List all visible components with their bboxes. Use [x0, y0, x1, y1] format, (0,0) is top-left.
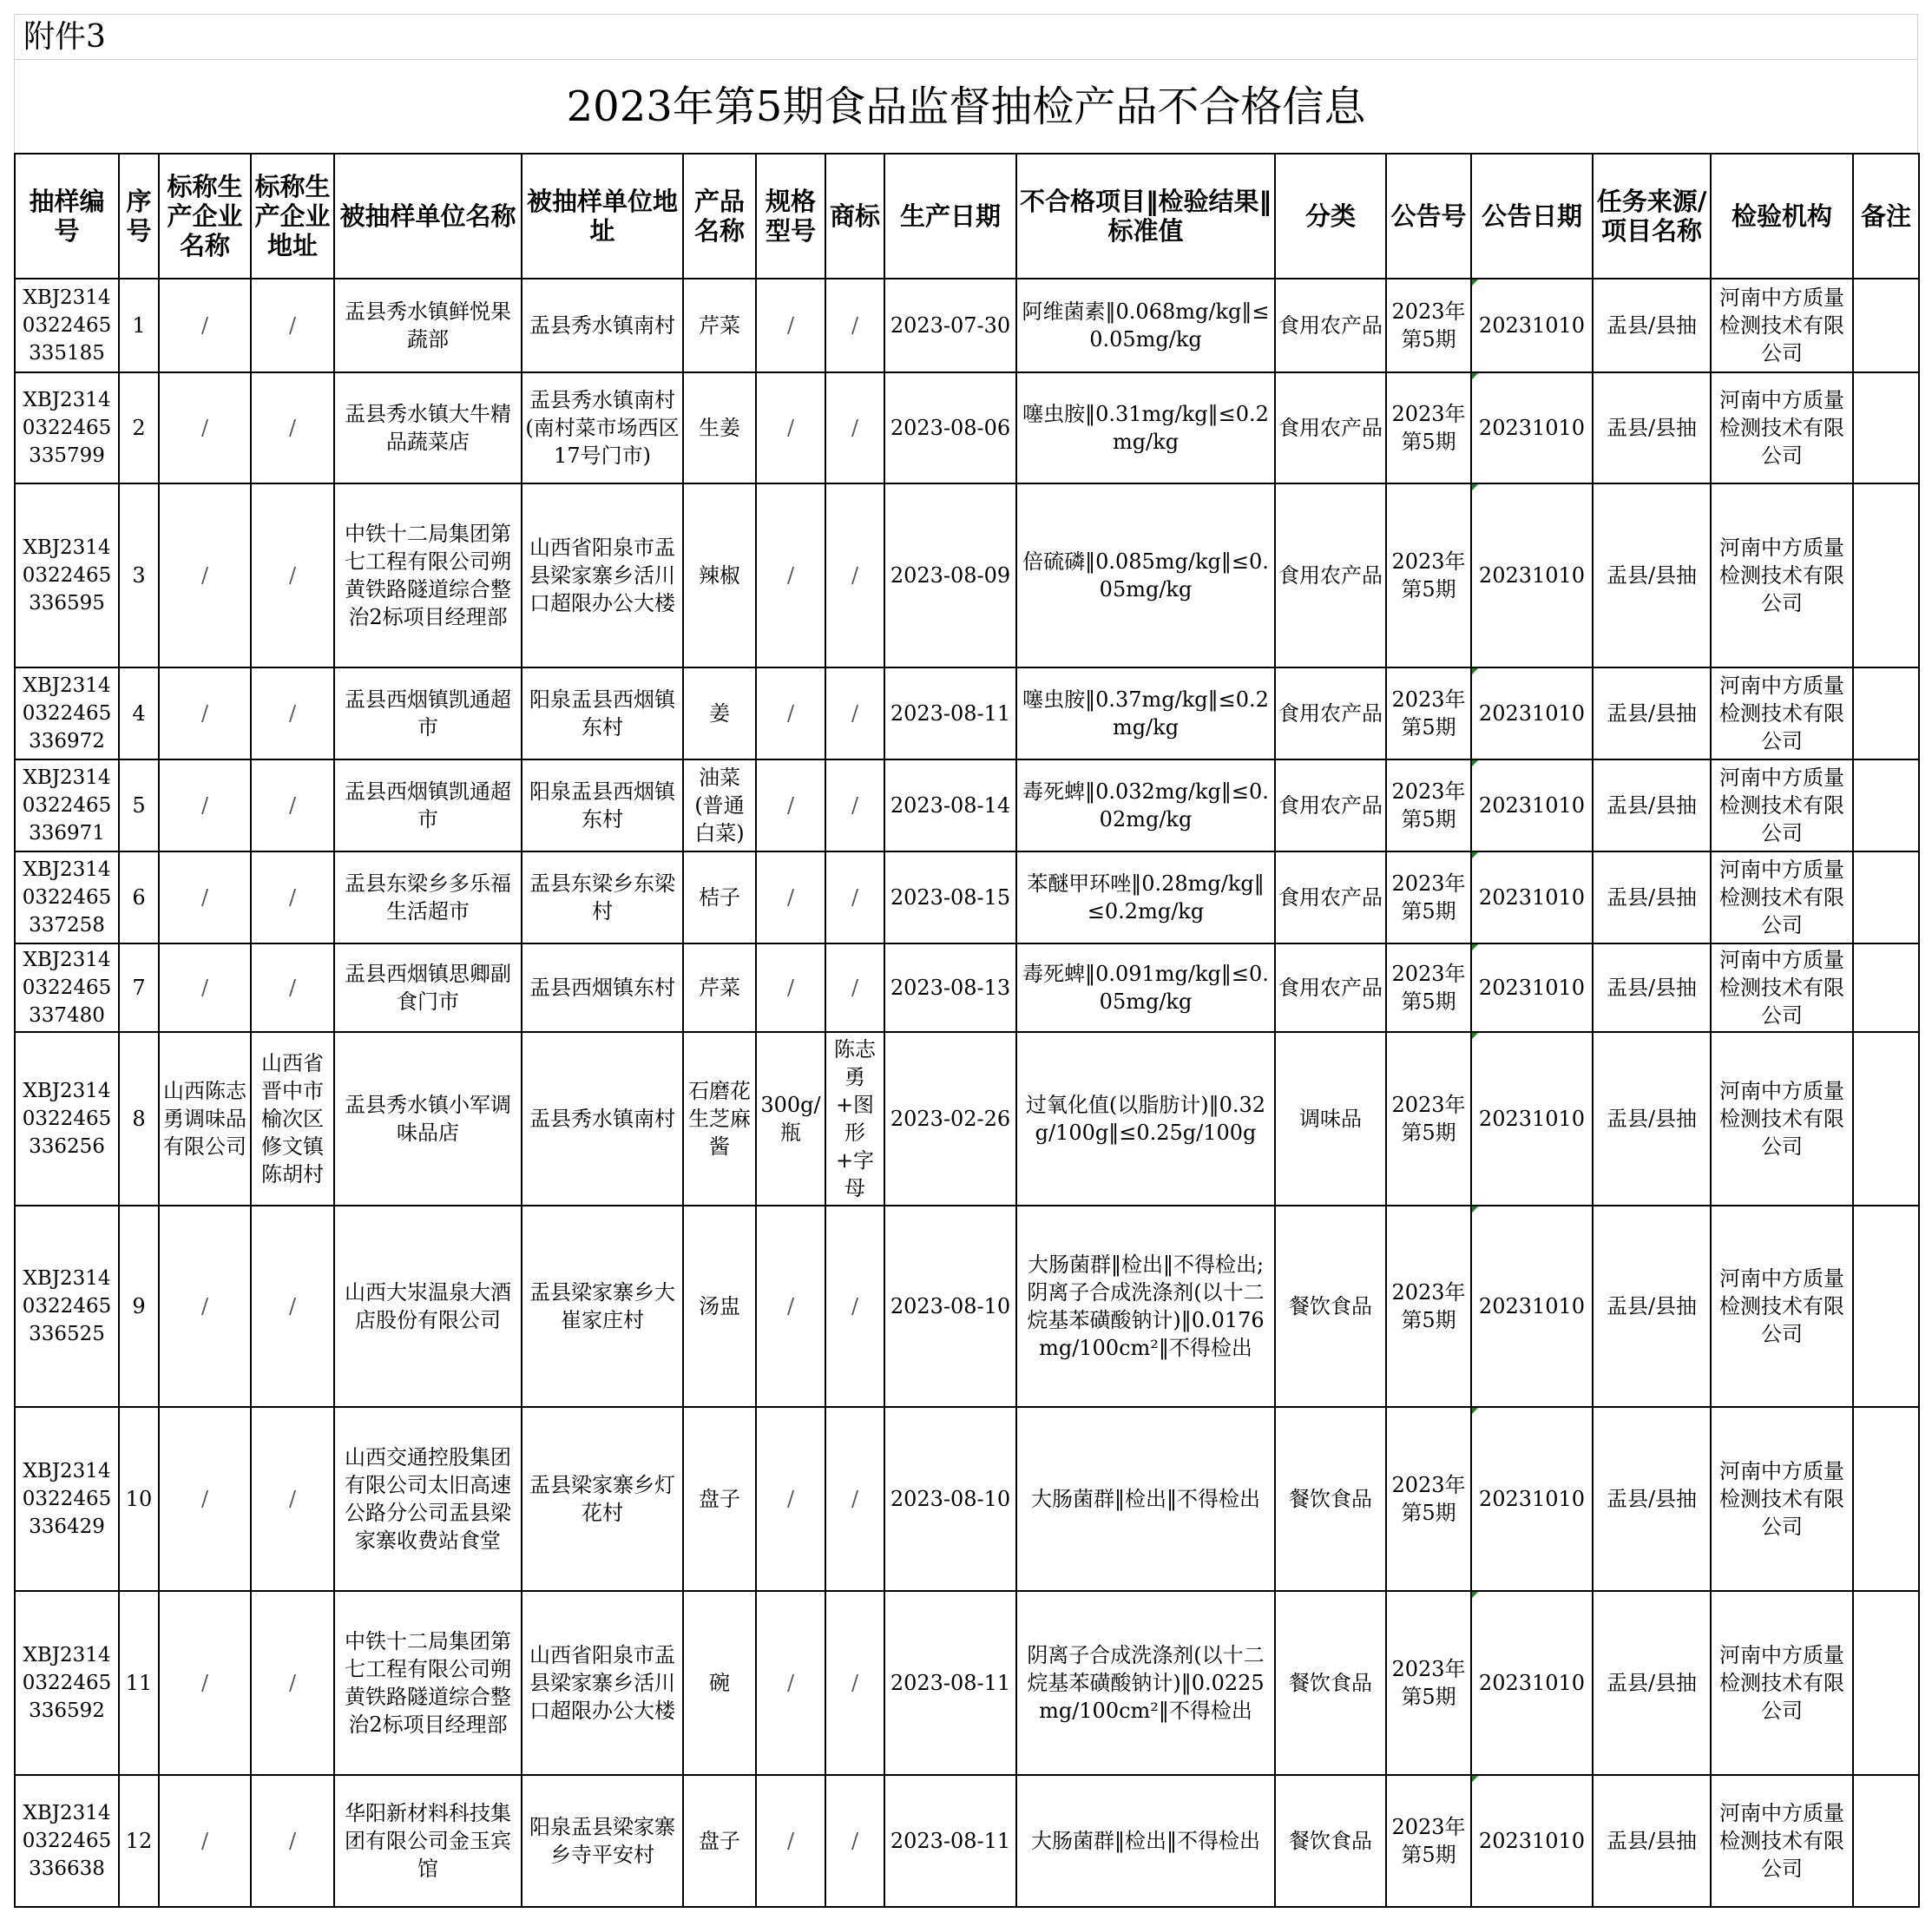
manufacturer-cell: / [159, 1591, 251, 1775]
remark-cell [1853, 483, 1919, 667]
product-name-cell: 盘子 [683, 1407, 756, 1591]
manufacturer-address-cell: / [251, 372, 334, 483]
col-sampled-unit-header: 被抽样单位名称 [334, 154, 522, 279]
lab-cell: 河南中方质量检测技术有限公司 [1711, 667, 1853, 759]
spec-cell: / [756, 1407, 825, 1591]
production-date-cell: 2023-08-06 [884, 372, 1016, 483]
manufacturer-address-cell: / [251, 1775, 334, 1907]
manufacturer-address-cell: / [251, 483, 334, 667]
lab-cell: 河南中方质量检测技术有限公司 [1711, 1206, 1853, 1407]
table-row [15, 1407, 1919, 1591]
task-source-cell: 盂县/县抽 [1593, 372, 1711, 483]
production-date-cell: 2023-08-11 [884, 1775, 1016, 1907]
failed-item-cell: 阿维菌素‖0.068mg/kg‖≤0.05mg/kg [1016, 279, 1275, 372]
sampled-unit-cell: 盂县东梁乡多乐福生活超市 [334, 851, 522, 943]
task-source-cell: 盂县/县抽 [1593, 1591, 1711, 1775]
lab-cell: 河南中方质量检测技术有限公司 [1711, 483, 1853, 667]
notice-date-cell: 20231010 [1471, 1032, 1593, 1206]
lab-cell: 河南中方质量检测技术有限公司 [1711, 943, 1853, 1032]
table-row [15, 483, 1919, 667]
spec-cell: / [756, 279, 825, 372]
product-name-cell: 石磨花生芝麻酱 [683, 1032, 756, 1206]
task-source-cell: 盂县/县抽 [1593, 759, 1711, 851]
table-row [15, 1032, 1919, 1206]
sample-code-cell: XBJ23140322465336256 [15, 1032, 119, 1206]
notice-date-cell: 20231010 [1471, 483, 1593, 667]
notice-no-cell: 2023年第5期 [1386, 1032, 1471, 1206]
brand-cell: / [825, 372, 884, 483]
sample-code-cell: XBJ23140322465336592 [15, 1591, 119, 1775]
remark-cell [1853, 1206, 1919, 1407]
brand-cell: / [825, 1206, 884, 1407]
notice-date-cell: 20231010 [1471, 851, 1593, 943]
category-cell: 餐饮食品 [1275, 1775, 1386, 1907]
col-notice-date-header: 公告日期 [1471, 154, 1593, 279]
notice-no-cell: 2023年第5期 [1386, 1775, 1471, 1907]
seq-no-cell: 4 [119, 667, 159, 759]
brand-cell: 陈志勇+图形+字母 [825, 1032, 884, 1206]
col-production-date-header: 生产日期 [884, 154, 1016, 279]
sampled-unit-address-cell: 盂县梁家寨乡灯花村 [522, 1407, 683, 1591]
sample-code-cell: XBJ23140322465337258 [15, 851, 119, 943]
col-task-source-header: 任务来源/项目名称 [1593, 154, 1711, 279]
production-date-cell: 2023-08-11 [884, 667, 1016, 759]
sample-code-cell: XBJ23140322465336971 [15, 759, 119, 851]
table-row [15, 1206, 1919, 1407]
production-date-cell: 2023-08-10 [884, 1206, 1016, 1407]
seq-no-cell: 10 [119, 1407, 159, 1591]
notice-date-cell: 20231010 [1471, 372, 1593, 483]
col-sampled-unit-address-header: 被抽样单位地址 [522, 154, 683, 279]
col-notice-no-header: 公告号 [1386, 154, 1471, 279]
spec-cell: / [756, 1591, 825, 1775]
product-name-cell: 油菜(普通白菜) [683, 759, 756, 851]
manufacturer-cell: / [159, 851, 251, 943]
sampled-unit-cell: 盂县秀水镇鲜悦果蔬部 [334, 279, 522, 372]
remark-cell [1853, 372, 1919, 483]
production-date-cell: 2023-07-30 [884, 279, 1016, 372]
failed-item-cell: 倍硫磷‖0.085mg/kg‖≤0.05mg/kg [1016, 483, 1275, 667]
failed-item-cell: 噻虫胺‖0.31mg/kg‖≤0.2mg/kg [1016, 372, 1275, 483]
production-date-cell: 2023-08-15 [884, 851, 1016, 943]
production-date-cell: 2023-02-26 [884, 1032, 1016, 1206]
notice-date-cell: 20231010 [1471, 943, 1593, 1032]
manufacturer-cell: / [159, 667, 251, 759]
col-sample-code-header: 抽样编号 [15, 154, 119, 279]
attachment-label: 附件3 [14, 14, 1918, 59]
sample-code-cell: XBJ23140322465336595 [15, 483, 119, 667]
sampled-unit-cell: 盂县秀水镇小军调味品店 [334, 1032, 522, 1206]
manufacturer-address-cell: / [251, 1591, 334, 1775]
table-row [15, 667, 1919, 759]
notice-date-cell: 20231010 [1471, 1775, 1593, 1907]
notice-date-cell: 20231010 [1471, 667, 1593, 759]
manufacturer-address-cell: / [251, 943, 334, 1032]
category-cell: 食用农产品 [1275, 483, 1386, 667]
lab-cell: 河南中方质量检测技术有限公司 [1711, 279, 1853, 372]
product-name-cell: 桔子 [683, 851, 756, 943]
sample-code-cell: XBJ23140322465336525 [15, 1206, 119, 1407]
brand-cell: / [825, 1775, 884, 1907]
manufacturer-cell: / [159, 279, 251, 372]
sampled-unit-address-cell: 阳泉盂县梁家寨乡寺平安村 [522, 1775, 683, 1907]
seq-no-cell: 9 [119, 1206, 159, 1407]
manufacturer-cell: / [159, 759, 251, 851]
category-cell: 食用农产品 [1275, 759, 1386, 851]
category-cell: 食用农产品 [1275, 372, 1386, 483]
brand-cell: / [825, 667, 884, 759]
sample-code-cell: XBJ23140322465336972 [15, 667, 119, 759]
category-cell: 调味品 [1275, 1032, 1386, 1206]
seq-no-cell: 5 [119, 759, 159, 851]
remark-cell [1853, 943, 1919, 1032]
seq-no-cell: 11 [119, 1591, 159, 1775]
spec-cell: / [756, 943, 825, 1032]
table-row [15, 279, 1919, 372]
notice-date-cell: 20231010 [1471, 279, 1593, 372]
table-row [15, 943, 1919, 1032]
notice-no-cell: 2023年第5期 [1386, 372, 1471, 483]
category-cell: 食用农产品 [1275, 943, 1386, 1032]
manufacturer-address-cell: / [251, 1206, 334, 1407]
remark-cell [1853, 1407, 1919, 1591]
production-date-cell: 2023-08-10 [884, 1407, 1016, 1591]
sampled-unit-address-cell: 阳泉盂县西烟镇东村 [522, 667, 683, 759]
failed-item-cell: 大肠菌群‖检出‖不得检出 [1016, 1407, 1275, 1591]
brand-cell: / [825, 943, 884, 1032]
remark-cell [1853, 667, 1919, 759]
col-product-header: 产品名称 [683, 154, 756, 279]
notice-date-cell: 20231010 [1471, 1407, 1593, 1591]
task-source-cell: 盂县/县抽 [1593, 1032, 1711, 1206]
table-row [15, 372, 1919, 483]
sampled-unit-cell: 盂县西烟镇凯通超市 [334, 667, 522, 759]
sampled-unit-address-cell: 盂县西烟镇东村 [522, 943, 683, 1032]
task-source-cell: 盂县/县抽 [1593, 1407, 1711, 1591]
inspection-table [14, 153, 1920, 1908]
lab-cell: 河南中方质量检测技术有限公司 [1711, 1407, 1853, 1591]
sampled-unit-address-cell: 盂县秀水镇南村 [522, 1032, 683, 1206]
sample-code-cell: XBJ23140322465335185 [15, 279, 119, 372]
manufacturer-cell: / [159, 483, 251, 667]
seq-no-cell: 6 [119, 851, 159, 943]
notice-no-cell: 2023年第5期 [1386, 1407, 1471, 1591]
spec-cell: 300g/瓶 [756, 1032, 825, 1206]
task-source-cell: 盂县/县抽 [1593, 851, 1711, 943]
seq-no-cell: 3 [119, 483, 159, 667]
table-body [15, 279, 1919, 1907]
failed-item-cell: 噻虫胺‖0.37mg/kg‖≤0.2mg/kg [1016, 667, 1275, 759]
production-date-cell: 2023-08-14 [884, 759, 1016, 851]
product-name-cell: 姜 [683, 667, 756, 759]
col-spec-header: 规格型号 [756, 154, 825, 279]
seq-no-cell: 12 [119, 1775, 159, 1907]
sampled-unit-address-cell: 阳泉盂县西烟镇东村 [522, 759, 683, 851]
seq-no-cell: 8 [119, 1032, 159, 1206]
lab-cell: 河南中方质量检测技术有限公司 [1711, 1032, 1853, 1206]
sampled-unit-cell: 盂县秀水镇大牛精品蔬菜店 [334, 372, 522, 483]
failed-item-cell: 大肠菌群‖检出‖不得检出 [1016, 1775, 1275, 1907]
sampled-unit-cell: 盂县西烟镇思卿副食门市 [334, 943, 522, 1032]
manufacturer-cell: / [159, 1775, 251, 1907]
task-source-cell: 盂县/县抽 [1593, 1206, 1711, 1407]
manufacturer-cell: / [159, 1407, 251, 1591]
notice-no-cell: 2023年第5期 [1386, 851, 1471, 943]
remark-cell [1853, 1591, 1919, 1775]
seq-no-cell: 2 [119, 372, 159, 483]
failed-item-cell: 大肠菌群‖检出‖不得检出; 阴离子合成洗涤剂(以十二烷基苯磺酸钠计)‖0.0176mg/100cm²‖不得检出 [1016, 1206, 1275, 1407]
spec-cell: / [756, 851, 825, 943]
sampled-unit-address-cell: 山西省阳泉市盂县梁家寨乡活川口超限办公大楼 [522, 483, 683, 667]
category-cell: 餐饮食品 [1275, 1591, 1386, 1775]
table-row [15, 851, 1919, 943]
product-name-cell: 芹菜 [683, 279, 756, 372]
col-lab-header: 检验机构 [1711, 154, 1853, 279]
lab-cell: 河南中方质量检测技术有限公司 [1711, 372, 1853, 483]
remark-cell [1853, 279, 1919, 372]
sampled-unit-cell: 盂县西烟镇凯通超市 [334, 759, 522, 851]
table-row [15, 1775, 1919, 1907]
manufacturer-cell: / [159, 943, 251, 1032]
notice-no-cell: 2023年第5期 [1386, 279, 1471, 372]
notice-no-cell: 2023年第5期 [1386, 483, 1471, 667]
sample-code-cell: XBJ23140322465336429 [15, 1407, 119, 1591]
category-cell: 餐饮食品 [1275, 1407, 1386, 1591]
category-cell: 食用农产品 [1275, 851, 1386, 943]
brand-cell: / [825, 279, 884, 372]
product-name-cell: 汤盅 [683, 1206, 756, 1407]
notice-date-cell: 20231010 [1471, 1206, 1593, 1407]
col-failed-item-header: 不合格项目‖检验结果‖标准值 [1016, 154, 1275, 279]
notice-no-cell: 2023年第5期 [1386, 1206, 1471, 1407]
remark-cell [1853, 1032, 1919, 1206]
col-manufacturer-header: 标称生产企业名称 [159, 154, 251, 279]
notice-date-cell: 20231010 [1471, 1591, 1593, 1775]
lab-cell: 河南中方质量检测技术有限公司 [1711, 1591, 1853, 1775]
failed-item-cell: 毒死蜱‖0.032mg/kg‖≤0.02mg/kg [1016, 759, 1275, 851]
notice-no-cell: 2023年第5期 [1386, 943, 1471, 1032]
notice-no-cell: 2023年第5期 [1386, 759, 1471, 851]
sampled-unit-cell: 华阳新材料科技集团有限公司金玉宾馆 [334, 1775, 522, 1907]
brand-cell: / [825, 851, 884, 943]
spec-cell: / [756, 372, 825, 483]
manufacturer-address-cell: / [251, 279, 334, 372]
lab-cell: 河南中方质量检测技术有限公司 [1711, 851, 1853, 943]
manufacturer-address-cell: / [251, 759, 334, 851]
col-brand-header: 商标 [825, 154, 884, 279]
category-cell: 餐饮食品 [1275, 1206, 1386, 1407]
sampled-unit-cell: 山西大汖温泉大酒店股份有限公司 [334, 1206, 522, 1407]
lab-cell: 河南中方质量检测技术有限公司 [1711, 759, 1853, 851]
production-date-cell: 2023-08-13 [884, 943, 1016, 1032]
failed-item-cell: 苯醚甲环唑‖0.28mg/kg‖≤0.2mg/kg [1016, 851, 1275, 943]
task-source-cell: 盂县/县抽 [1593, 1775, 1711, 1907]
table-row [15, 759, 1919, 851]
production-date-cell: 2023-08-09 [884, 483, 1016, 667]
task-source-cell: 盂县/县抽 [1593, 667, 1711, 759]
sampled-unit-cell: 中铁十二局集团第七工程有限公司朔黄铁路隧道综合整治2标项目经理部 [334, 483, 522, 667]
sample-code-cell: XBJ23140322465335799 [15, 372, 119, 483]
table-row [15, 1591, 1919, 1775]
failed-item-cell: 阴离子合成洗涤剂(以十二烷基苯磺酸钠计)‖0.0225mg/100cm²‖不得检出 [1016, 1591, 1275, 1775]
spec-cell: / [756, 1206, 825, 1407]
col-manufacturer-address-header: 标称生产企业地址 [251, 154, 334, 279]
brand-cell: / [825, 483, 884, 667]
spreadsheet [14, 14, 1918, 1908]
notice-date-cell: 20231010 [1471, 759, 1593, 851]
product-name-cell: 辣椒 [683, 483, 756, 667]
col-seq-header: 序号 [119, 154, 159, 279]
product-name-cell: 盘子 [683, 1775, 756, 1907]
brand-cell: / [825, 1407, 884, 1591]
product-name-cell: 生姜 [683, 372, 756, 483]
sampled-unit-address-cell: 山西省阳泉市盂县梁家寨乡活川口超限办公大楼 [522, 1591, 683, 1775]
task-source-cell: 盂县/县抽 [1593, 279, 1711, 372]
manufacturer-address-cell: / [251, 667, 334, 759]
sampled-unit-cell: 山西交通控股集团有限公司太旧高速公路分公司盂县梁家寨收费站食堂 [334, 1407, 522, 1591]
seq-no-cell: 1 [119, 279, 159, 372]
sampled-unit-address-cell: 盂县梁家寨乡大崔家庄村 [522, 1206, 683, 1407]
notice-no-cell: 2023年第5期 [1386, 1591, 1471, 1775]
manufacturer-address-cell: / [251, 1407, 334, 1591]
remark-cell [1853, 759, 1919, 851]
sampled-unit-address-cell: 盂县秀水镇南村 [522, 279, 683, 372]
spec-cell: / [756, 1775, 825, 1907]
manufacturer-address-cell: / [251, 851, 334, 943]
col-remark-header: 备注 [1853, 154, 1919, 279]
brand-cell: / [825, 1591, 884, 1775]
production-date-cell: 2023-08-11 [884, 1591, 1016, 1775]
spec-cell: / [756, 759, 825, 851]
sampled-unit-address-cell: 盂县东梁乡东梁村 [522, 851, 683, 943]
product-name-cell: 碗 [683, 1591, 756, 1775]
manufacturer-cell: / [159, 1206, 251, 1407]
manufacturer-address-cell: 山西省晋中市榆次区修文镇陈胡村 [251, 1032, 334, 1206]
failed-item-cell: 过氧化值(以脂肪计)‖0.32g/100g‖≤0.25g/100g [1016, 1032, 1275, 1206]
category-cell: 食用农产品 [1275, 279, 1386, 372]
seq-no-cell: 7 [119, 943, 159, 1032]
remark-cell [1853, 851, 1919, 943]
col-category-header: 分类 [1275, 154, 1386, 279]
remark-cell [1853, 1775, 1919, 1907]
task-source-cell: 盂县/县抽 [1593, 483, 1711, 667]
product-name-cell: 芹菜 [683, 943, 756, 1032]
category-cell: 食用农产品 [1275, 667, 1386, 759]
brand-cell: / [825, 759, 884, 851]
lab-cell: 河南中方质量检测技术有限公司 [1711, 1775, 1853, 1907]
spec-cell: / [756, 483, 825, 667]
task-source-cell: 盂县/县抽 [1593, 943, 1711, 1032]
sampled-unit-cell: 中铁十二局集团第七工程有限公司朔黄铁路隧道综合整治2标项目经理部 [334, 1591, 522, 1775]
header-row [15, 154, 1919, 279]
sampled-unit-address-cell: 盂县秀水镇南村(南村菜市场西区17号门市) [522, 372, 683, 483]
manufacturer-cell: 山西陈志勇调味品有限公司 [159, 1032, 251, 1206]
manufacturer-cell: / [159, 372, 251, 483]
sample-code-cell: XBJ23140322465337480 [15, 943, 119, 1032]
failed-item-cell: 毒死蜱‖0.091mg/kg‖≤0.05mg/kg [1016, 943, 1275, 1032]
spec-cell: / [756, 667, 825, 759]
notice-no-cell: 2023年第5期 [1386, 667, 1471, 759]
page-title: 2023年第5期食品监督抽检产品不合格信息 [14, 59, 1918, 153]
sample-code-cell: XBJ23140322465336638 [15, 1775, 119, 1907]
